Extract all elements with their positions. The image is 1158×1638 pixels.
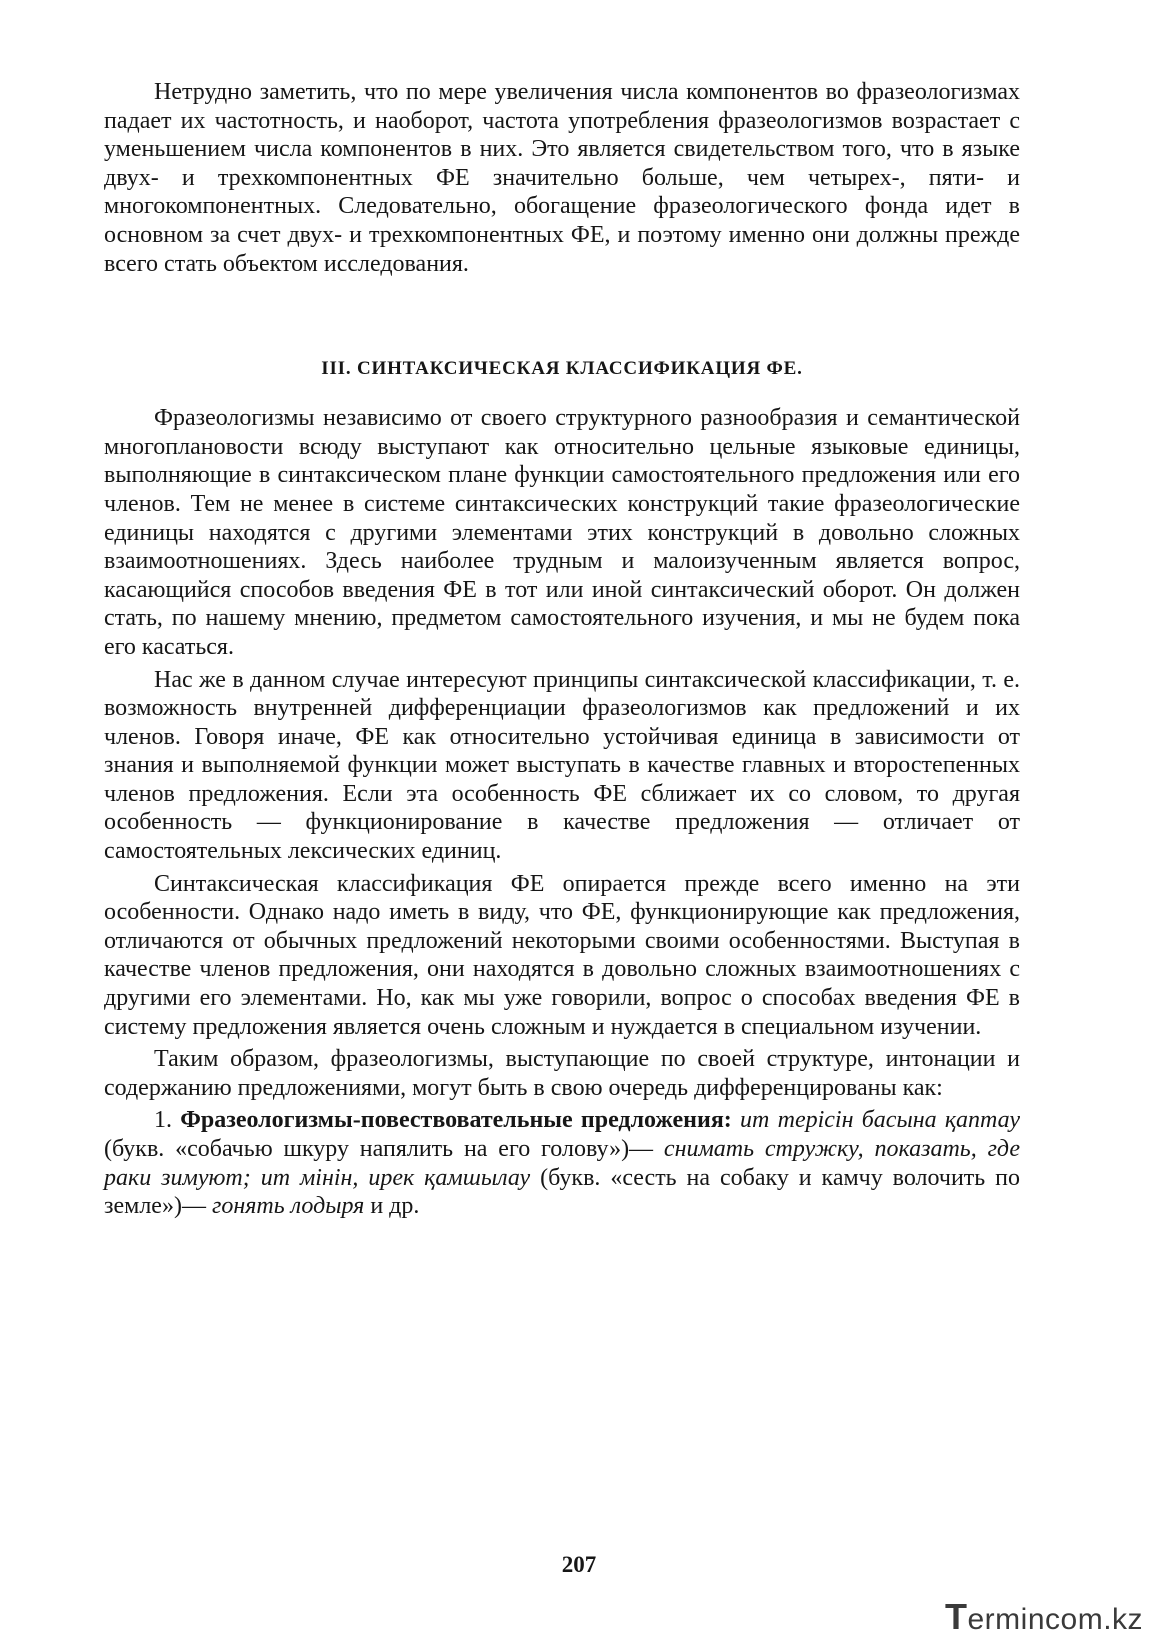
paragraph-4: Таким образом, фразеологизмы, выступающие по своей структуре, интонации и содержанию предложениями, могут быть в свою очередь дифференцированы как: — [104, 1046, 1020, 1101]
paragraph-2: Нас же в данном случае интересуют принципы синтаксической классификации, т. е. возможность внутренней дифференциации фразеологизмов как предложений и их членов. Говоря иначе, ФЕ как относительно устойчивая единица в зависимости от знания и выполняемой функции может выступать в качестве главных и второстепенных членов предложения. Если эта особенность ФЕ сближает их со словом, то другая особенность — функционирование в качестве предложения — отличает от самостоятельных лексических единиц. — [104, 666, 1020, 865]
list-item-1 — [104, 1106, 1020, 1220]
gloss-1: (букв. «собачью шкуру напялить на его голову»)— — [104, 1136, 654, 1162]
intro-paragraph: Нетрудно заметить, что по мере увеличения числа компонентов во фразеологизмах падает их частотность, и наоборот, частота употребления фразеологизмов возрастает с уменьшением числа компонентов в них. Это является свидетельством того, что в языке двух- и трехкомпонентных ФЕ значительно больше, чем четырех-, пяти- и многокомпонентных. Следовательно, обогащение фразеологического фонда идет в основном за счет двух- и трехкомпонентных ФЕ, и поэтому именно они должны прежде всего стать объектом исследования. — [104, 79, 1020, 277]
page-number: 207 — [561, 1552, 597, 1577]
watermark-logo: Termincom.kz — [945, 1596, 1144, 1637]
example-russian-1: снимать стружку, показать, где раки зимуют; — [104, 1136, 1021, 1191]
gloss-2: (букв. «сесть на собаку и камчу волочить по земле»)— — [104, 1164, 1021, 1220]
example-russian-2: гонять лодыря — [211, 1193, 365, 1220]
item-number: 1. — [154, 1107, 172, 1134]
item-lead: Фразеологизмы-повествовательные предложения: — [180, 1107, 732, 1134]
section-title: III. СИНТАКСИЧЕСКАЯ КЛАССИФИКАЦИЯ ФЕ. — [321, 358, 803, 380]
example-kazakh-1: ит терісін басына қаптау — [740, 1107, 1021, 1134]
paragraph-1: Фразеологизмы независимо от своего структурного разнообразия и семантической многоплановости всюду выступают как относительно цельные языковые единицы, выполняющие в синтаксическом плане функции самостоятельного предложения или его членов. Тем не менее в системе синтаксических конструкций такие фразеологические единицы находятся с другими элементами этих конструкций в довольно сложных взаимоотношениях. Здесь наиболее трудным и малоизученным является вопрос, касающийся способов введения ФЕ в тот или иной синтаксический оборот. Он должен стать, по нашему мнению, предметом самостоятельного изучения, и мы не будем пока его касаться. — [104, 405, 1020, 660]
example-kazakh-2: ит мінін, ирек қамшылау — [260, 1164, 531, 1191]
item-tail: и др. — [370, 1193, 420, 1220]
page-body — [104, 78, 1020, 1221]
paragraph-3: Синтаксическая классификация ФЕ опирается прежде всего именно на эти особенности. Однако надо иметь в виду, что ФЕ, функционирующие как предложения, отличаются от обычных предложений некоторыми своими особенностями. Выступая в качестве членов предложения, они находятся в довольно сложных взаимоотношениях с другими его элементами. Но, как мы уже говорили, вопрос о способах введения ФЕ в систему предложения является очень сложным и нуждается в специальном изучении. — [104, 870, 1020, 1040]
